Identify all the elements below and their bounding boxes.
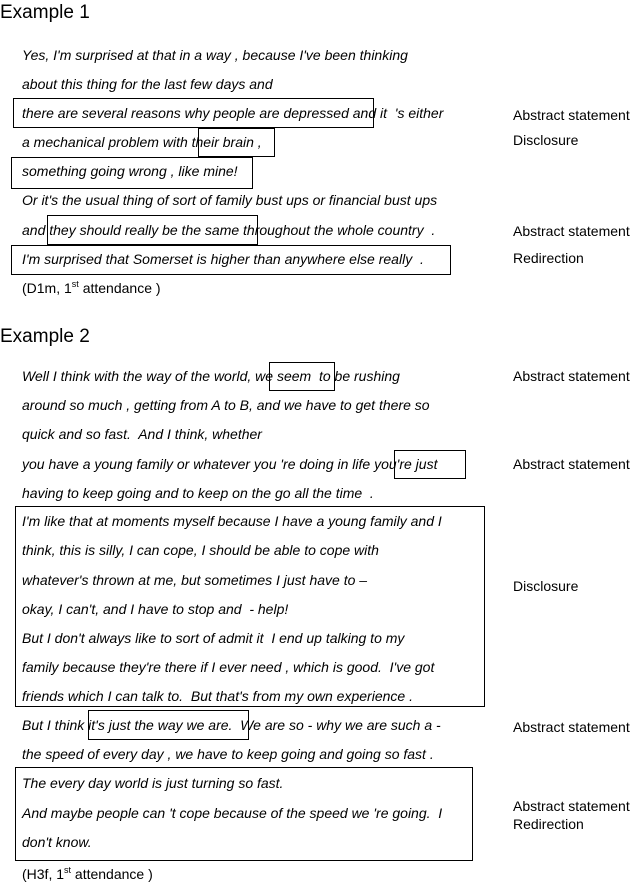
transcript-line: family because they're there if I ever need , which is good. I've got	[22, 659, 435, 675]
annotation-label: Abstract statement	[513, 719, 630, 735]
transcript-line: about this thing for the last few days and	[22, 76, 273, 92]
highlight-box	[11, 245, 451, 275]
annotation-label: Abstract statement	[513, 223, 630, 239]
highlight-box	[88, 710, 249, 740]
transcript-line: don't know.	[22, 834, 92, 850]
transcript-line: you have a young family or whatever you 're doing in life you're just	[22, 456, 438, 472]
transcript-line: and they should really be the same throughout the whole country .	[22, 222, 436, 238]
transcript-line: something going wrong , like mine!	[22, 163, 238, 179]
transcript-line: I'm surprised that Somerset is higher than anywhere else really .	[22, 251, 424, 267]
transcript-line: quick and so fast. And I think, whether	[22, 426, 262, 442]
citation: (H3f, 1st attendance )	[22, 865, 153, 882]
annotation-label: Abstract statement	[513, 368, 630, 384]
transcript-line: whatever's thrown at me, but sometimes I just have to –	[22, 572, 368, 588]
transcript-line: But I don't always like to sort of admit it I end up talking to my	[22, 630, 405, 646]
highlight-box	[47, 215, 258, 245]
transcript-line: the speed of every day , we have to keep going and going so fast .	[22, 746, 434, 762]
annotation-label: Abstract statement	[513, 798, 630, 814]
transcript-line: having to keep going and to keep on the go all the time .	[22, 485, 374, 501]
annotation-label: Disclosure	[513, 578, 579, 594]
transcript-line: The every day world is just turning so fast.	[22, 775, 284, 791]
annotation-label: Disclosure	[513, 132, 579, 148]
transcript-line: think, this is silly, I can cope, I should be able to cope with	[22, 542, 379, 558]
annotation-label: Abstract statement	[513, 107, 630, 123]
transcript-line: I'm like that at moments myself because I have a young family and I	[22, 513, 442, 529]
transcript-line: Well I think with the way of the world, we seem to be rushing	[22, 368, 400, 384]
example-2-heading: Example 2	[0, 326, 90, 347]
highlight-box	[269, 362, 335, 391]
highlight-box	[394, 450, 466, 479]
highlight-box	[15, 767, 473, 861]
highlight-box	[13, 98, 374, 128]
transcript-line: friends which I can talk to. But that's from my own experience .	[22, 688, 413, 704]
annotation-label: Redirection	[513, 816, 584, 832]
transcript-line: Or it's the usual thing of sort of family bust ups or financial bust ups	[22, 192, 438, 208]
highlight-box	[198, 128, 275, 157]
transcript-line: a mechanical problem with their brain ,	[22, 134, 262, 150]
example-1-heading: Example 1	[0, 2, 90, 23]
highlight-box	[11, 157, 253, 189]
transcript-line: But I think it's just the way we are. We are so - why we are such a -	[22, 717, 441, 733]
citation: (D1m, 1st attendance )	[22, 279, 161, 296]
annotation-label: Abstract statement	[513, 456, 630, 472]
transcript-line: there are several reasons why people are depressed and it 's either	[22, 105, 444, 121]
transcript-line: around so much , getting from A to B, and we have to get there so	[22, 397, 430, 413]
annotation-label: Redirection	[513, 250, 584, 266]
highlight-box	[15, 506, 485, 707]
transcript-line: Yes, I'm surprised at that in a way , because I've been thinking	[22, 47, 408, 63]
transcript-line: And maybe people can 't cope because of the speed we 're going. I	[22, 805, 443, 821]
transcript-line: okay, I can't, and I have to stop and - help!	[22, 601, 289, 617]
